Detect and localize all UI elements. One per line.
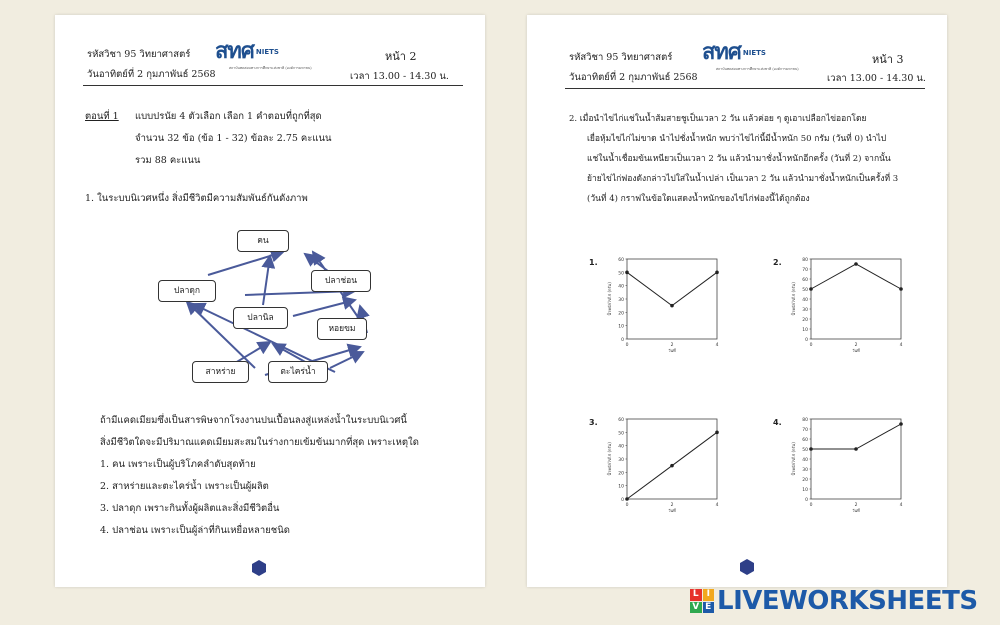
brand-tile-e: E <box>703 602 715 614</box>
chart-4-xtick: 2 <box>854 503 858 508</box>
chart-4-point <box>854 447 858 451</box>
chart-4-ytick: 10 <box>802 488 808 493</box>
liveworksheets-brand[interactable] <box>690 586 978 616</box>
section-line1: แบบปรนัย 4 ตัวเลือก เลือก 1 คำตอบที่ถูกที่สุด <box>135 111 322 122</box>
chart-2-xtick: 2 <box>854 343 858 348</box>
chart-2-ytick: 60 <box>802 278 808 283</box>
choice-2[interactable]: 2. สาหร่ายและตะไคร่น้ำ เพราะเป็นผู้ผลิต <box>100 481 269 492</box>
chart-3-ytick: 60 <box>618 418 624 423</box>
choice-4[interactable]: 4. ปลาช่อน เพราะเป็นผู้ล่าที่กินเหยื่อหลายชนิด <box>100 525 290 536</box>
choice-3[interactable]: 3. ปลาดุก เพราะกินทั้งผู้ผลิตและสิ่งมีชีวิตอื่น <box>100 503 280 514</box>
chart-3-point <box>670 464 674 468</box>
niets-logo <box>215 39 312 70</box>
chart-4-ytick: 80 <box>802 418 808 423</box>
chart-2-ytick: 10 <box>802 328 808 333</box>
brand-tile-v: V <box>690 602 702 614</box>
brand-tile-l: L <box>690 589 702 601</box>
chart-4-ytick: 30 <box>802 468 808 473</box>
brand-wordmark: LIVEWORKSHEETS <box>717 586 978 616</box>
question2-line5: (วันที่ 4) กราฟในข้อใดแสดงน้ำหนักของไข่ไก่ฟองนี้ได้ถูกต้อง <box>587 194 810 204</box>
chart-2-xtick: 4 <box>899 343 903 348</box>
chart-3-ytick: 10 <box>618 484 624 490</box>
node-snail: หอยขม <box>317 318 367 340</box>
chart-4-point <box>809 447 813 451</box>
chart-2-xlabel: วันที่ <box>852 348 860 353</box>
niets-logo-mark: สทศ <box>215 39 254 64</box>
chart-1-point <box>715 271 719 275</box>
brand-tile-grid <box>690 589 714 613</box>
chart-3-ytick: 40 <box>618 444 624 450</box>
chart-3-xtick: 4 <box>715 503 719 508</box>
chart-4-xtick: 4 <box>899 503 903 508</box>
answer-charts <box>527 15 947 587</box>
chart-4-point <box>899 422 903 426</box>
chart-1-ytick: 50 <box>618 271 624 277</box>
chart-1-series-line <box>627 272 717 305</box>
chart-1-ytick: 60 <box>618 258 624 263</box>
chart-1-label: 1. <box>589 258 598 267</box>
worksheet-page-2 <box>55 15 485 587</box>
chart-3-ytick: 20 <box>618 471 624 477</box>
chart-2-point <box>854 262 858 266</box>
node-tilapia: ปลานิล <box>233 307 288 329</box>
chart-4-ytick: 60 <box>802 438 808 443</box>
chart-3-ytick: 30 <box>618 458 624 463</box>
chart-3-ylabel: น้ำหนักไข่ไก่ (กรัม) <box>607 442 612 476</box>
node-garfish: ปลาช่อน <box>311 270 371 292</box>
chart-2-label: 2. <box>773 258 782 267</box>
question2-line1: 2. เมื่อนำไข่ไก่แช่ในน้ำส้มสายชูเป็นเวลา 2 วัน แล้วค่อย ๆ ดูเอาเปลือกไข่ออกโดย <box>569 114 867 124</box>
chart-4-ytick: 0 <box>805 498 808 503</box>
page-number: หน้า 2 <box>385 50 417 63</box>
chart-2-point <box>899 287 903 291</box>
niets-logo-tiny: สถาบันทดสอบทางการศึกษาแห่งชาติ (องค์การมหาชน) <box>716 67 799 71</box>
brand-tile-i: I <box>703 589 715 601</box>
chart-4-xtick: 0 <box>809 503 813 508</box>
niets-logo-tiny: สถาบันทดสอบทางการศึกษาแห่งชาติ (องค์การมหาชน) <box>229 66 312 70</box>
question1-prompt-line1: ถ้ามีแคดเมียมซึ่งเป็นสารพิษจากโรงงานปนเปื้อนลงสู่แหล่งน้ำในระบบนิเวศนี้ <box>100 415 407 426</box>
chart-1-point <box>625 271 629 275</box>
chart-4-label: 4. <box>773 418 782 427</box>
chart-3-frame <box>627 419 717 499</box>
chart-1-xtick: 2 <box>670 343 674 348</box>
chart-1-xtick: 4 <box>715 343 719 348</box>
choice-1[interactable]: 1. คน เพราะเป็นผู้บริโภคลำดับสุดท้าย <box>100 459 256 470</box>
chart-1-frame <box>627 259 717 339</box>
chart-3-xtick: 0 <box>625 503 629 508</box>
section-line2: จำนวน 32 ข้อ (ข้อ 1 - 32) ข้อละ 2.75 คะแนน <box>135 133 332 144</box>
chart-4-ytick: 40 <box>802 458 808 463</box>
chart-1-ytick: 40 <box>618 284 624 290</box>
niets-logo-mark: สทศ <box>702 40 741 65</box>
subject-code: รหัสวิชา 95 วิทยาศาสตร์ <box>87 49 191 60</box>
chart-1-ytick: 30 <box>618 298 624 303</box>
chart-4-ytick: 20 <box>802 478 808 483</box>
node-human: คน <box>237 230 289 252</box>
question1-stem: 1. ในระบบนิเวศหนึ่ง สิ่งมีชีวิตมีความสัมพันธ์กันดังภาพ <box>85 193 308 204</box>
chart-4-xlabel: วันที่ <box>852 508 860 513</box>
section-label: ตอนที่ 1 <box>85 111 119 122</box>
exam-date: วันอาทิตย์ที่ 2 กุมภาพันธ์ 2568 <box>87 69 216 80</box>
chart-3-point <box>715 431 719 435</box>
chart-2-ytick: 80 <box>802 258 808 263</box>
exam-date: วันอาทิตย์ที่ 2 กุมภาพันธ์ 2568 <box>569 72 698 83</box>
chart-3-ytick: 50 <box>618 431 624 437</box>
chart-2-frame <box>811 259 901 339</box>
chart-3-point <box>625 497 629 501</box>
chart-2-ytick: 30 <box>802 308 808 313</box>
chart-2-point <box>809 287 813 291</box>
page-number: หน้า 3 <box>872 53 904 66</box>
niets-logo-sub: NIETS <box>255 48 279 56</box>
node-algae: สาหร่าย <box>192 361 249 383</box>
chart-1-ylabel: น้ำหนักไข่ไก่ (กรัม) <box>607 282 612 316</box>
chart-2-ytick: 50 <box>802 288 808 293</box>
chart-4-series-line <box>811 424 901 449</box>
chart-2-ytick: 0 <box>805 338 808 343</box>
question2-line4: ย้ายไข่ไก่ฟองดังกล่าวไปใส่ในน้ำเปล่า เป็นเวลา 2 วัน แล้วนำมาชั่งน้ำหนักเป็นครั้งที่ 3 <box>587 174 899 184</box>
question2-line2: เยื่อหุ้มไข่ไก่ไม่ขาด นำไปชั่งน้ำหนัก พบว่าไข่ไก่นี้มีน้ำหนัก 50 กรัม (วันที่ 0) นำไป <box>587 134 887 144</box>
chart-1-xlabel: วันที่ <box>668 348 676 353</box>
chart-2-series-line <box>811 264 901 289</box>
arrow-tilapia-human <box>263 256 270 305</box>
chart-3-xlabel: วันที่ <box>668 508 676 513</box>
worksheet-page-3 <box>527 15 947 587</box>
question2-line3: แช่ในน้ำเชื่อมข้นเหนียวเป็นเวลา 2 วัน แล้วนำมาชั่งน้ำหนักอีกครั้ง (วันที่ 2) จากนั้น <box>587 154 891 164</box>
chart-3-xtick: 2 <box>670 503 674 508</box>
arrow-tilapia-garfish <box>293 300 355 316</box>
niets-logo-sub: NIETS <box>742 49 766 57</box>
node-snakehead: ปลาดุก <box>158 280 216 302</box>
page-hexagon-marker <box>739 559 755 575</box>
chart-2-ytick: 70 <box>802 268 808 273</box>
chart-2-ylabel: น้ำหนักไข่ไก่ (กรัม) <box>791 282 796 316</box>
chart-1-ytick: 0 <box>621 338 624 343</box>
chart-2-ytick: 20 <box>802 318 808 323</box>
page-hexagon-marker <box>251 560 267 576</box>
arrow-snakehead-human <box>208 252 283 275</box>
chart-2-ytick: 40 <box>802 298 808 303</box>
section-line3: รวม 88 คะแนน <box>135 155 201 166</box>
chart-2-xtick: 0 <box>809 343 813 348</box>
chart-4-ytick: 70 <box>802 428 808 433</box>
chart-1-ytick: 20 <box>618 311 624 317</box>
chart-3-label: 3. <box>589 418 598 427</box>
chart-3-ytick: 0 <box>621 498 624 503</box>
exam-time: เวลา 13.00 - 14.30 น. <box>827 73 926 84</box>
chart-1-ytick: 10 <box>618 324 624 330</box>
chart-4-ylabel: น้ำหนักไข่ไก่ (กรัม) <box>791 442 796 476</box>
exam-time: เวลา 13.00 - 14.30 น. <box>350 71 449 82</box>
chart-1-point <box>670 304 674 308</box>
node-weed: ตะไคร่น้ำ <box>268 361 328 383</box>
chart-4-ytick: 50 <box>802 448 808 453</box>
subject-code: รหัสวิชา 95 วิทยาศาสตร์ <box>569 52 673 63</box>
header-rule <box>83 85 463 86</box>
question1-prompt-line2: สิ่งมีชีวิตใดจะมีปริมาณแคดเมียมสะสมในร่างกายเข้มข้นมากที่สุด เพราะเหตุใด <box>100 437 419 448</box>
chart-1-xtick: 0 <box>625 343 629 348</box>
